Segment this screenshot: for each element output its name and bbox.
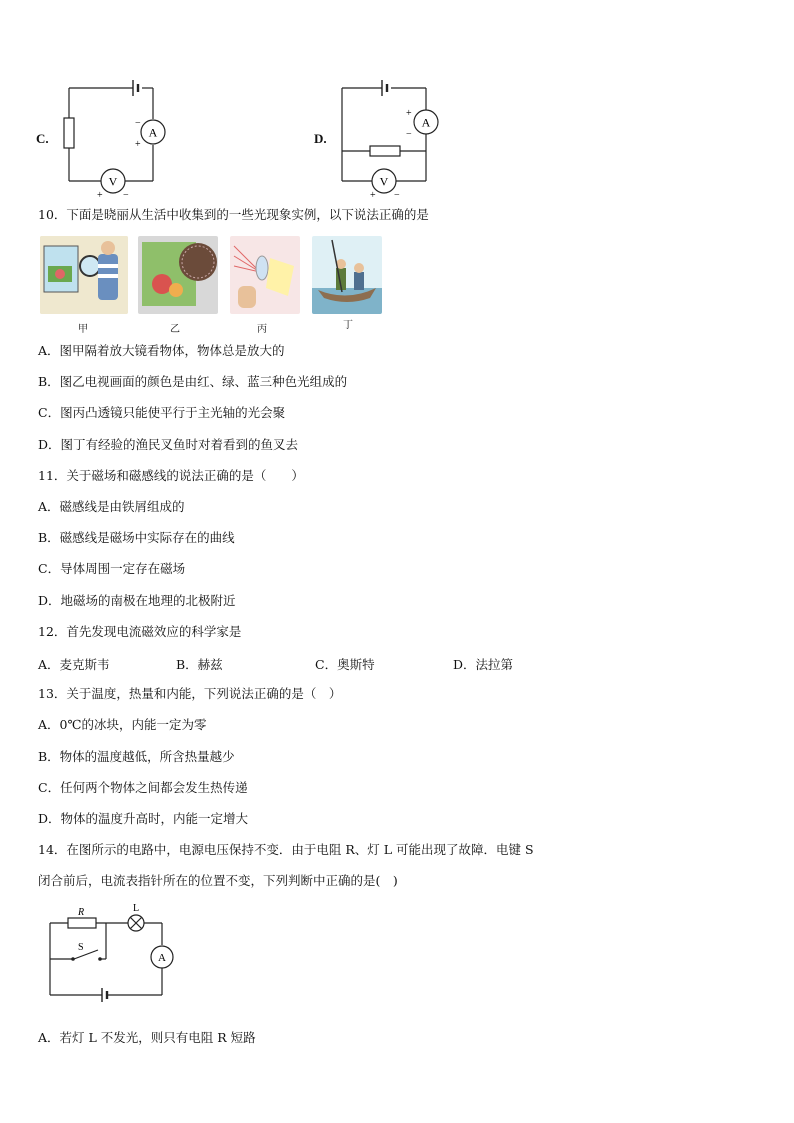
- tv-illustration: [138, 236, 218, 314]
- q11-option-b: B．磁感线是磁场中实际存在的曲线: [38, 530, 235, 545]
- fishing-illustration: [312, 236, 382, 314]
- voltmeter-label: V: [108, 174, 118, 189]
- voltmeter-minus: −: [394, 190, 400, 199]
- option-c-label: C.: [36, 131, 49, 146]
- lens-illustration: [230, 236, 300, 314]
- ammeter-label: A: [148, 125, 158, 140]
- voltmeter-plus: +: [370, 190, 376, 199]
- q10-option-a: A．图甲隔着放大镜看物体，物体总是放大的: [38, 343, 285, 358]
- q14-stem-line1: 14．在图所示的电路中，电源电压保持不变．由于电阻 R、灯 L 可能出现了故障．电键 S: [38, 842, 534, 857]
- caption-jia: 甲: [78, 324, 88, 335]
- caption-bing: 丙: [257, 324, 267, 335]
- switch-s-label: S: [78, 942, 84, 953]
- q10-option-c: C．图丙凸透镜只能使平行于主光轴的光会聚: [38, 405, 286, 420]
- q14-option-a: A．若灯 L 不发光，则只有电阻 R 短路: [38, 1030, 256, 1045]
- q13-option-d: D．物体的温度升高时，内能一定增大: [38, 811, 249, 826]
- q14-circuit: [44, 903, 184, 1007]
- caption-ding: 丁: [343, 320, 353, 331]
- q13-option-b: B．物体的温度越低，所含热量越少: [38, 749, 235, 764]
- voltmeter-minus: −: [123, 190, 129, 199]
- photo-bing: [230, 236, 300, 314]
- ammeter-label: A: [421, 115, 431, 130]
- ammeter-plus: +: [406, 108, 412, 119]
- lamp-l-label: L: [133, 903, 140, 914]
- caption-yi: 乙: [170, 324, 180, 335]
- ammeter-minus: −: [406, 129, 412, 140]
- circuit-d-diagram: [336, 74, 476, 199]
- ammeter-label: A: [158, 952, 166, 964]
- ammeter-minus: −: [135, 118, 141, 129]
- circuit-c-diagram: [61, 74, 201, 199]
- q12-stem: 12．首先发现电流磁效应的科学家是: [38, 624, 242, 639]
- q10-option-d: D．图丁有经验的渔民叉鱼时对着看到的鱼叉去: [38, 437, 299, 452]
- photo-jia: [40, 236, 128, 314]
- q12-option-b: B．赫兹: [176, 657, 223, 672]
- photo-yi: [138, 236, 218, 314]
- q11-option-c: C．导体周围一定存在磁场: [38, 561, 186, 576]
- q10-option-b: B．图乙电视画面的颜色是由红、绿、蓝三种色光组成的: [38, 374, 348, 389]
- resistor-r-label: R: [78, 907, 85, 918]
- resistor: [370, 146, 400, 156]
- q12-option-a: A．麦克斯韦: [38, 657, 110, 672]
- q11-stem: 11．关于磁场和磁感线的说法正确的是（ ）: [38, 468, 304, 483]
- q10-stem: 10．下面是晓丽从生活中收集到的一些光现象实例，以下说法正确的是: [38, 207, 429, 222]
- q11-option-d: D．地磁场的南极在地理的北极附近: [38, 593, 236, 608]
- q13-option-c: C．任何两个物体之间都会发生热传递: [38, 780, 248, 795]
- q14-circuit-diagram: [44, 903, 184, 1003]
- voltmeter-plus: +: [97, 190, 103, 199]
- ammeter-plus: +: [135, 139, 141, 150]
- resistor-r: [68, 918, 96, 928]
- option-d-label: D.: [314, 131, 327, 146]
- q13-option-a: A．0℃的冰块，内能一定为零: [38, 717, 207, 732]
- resistor: [64, 118, 74, 148]
- voltmeter-label: V: [379, 174, 389, 189]
- q13-stem: 13．关于温度，热量和内能，下列说法正确的是（ ）: [38, 686, 342, 701]
- q12-option-d: D．法拉第: [453, 657, 514, 672]
- q12-option-c: C．奥斯特: [315, 657, 375, 672]
- photo-ding: [312, 236, 382, 314]
- magnifier-illustration: [40, 236, 128, 314]
- q11-option-a: A．磁感线是由铁屑组成的: [38, 499, 185, 514]
- q14-stem-line2: 闭合前后，电流表指针所在的位置不变，下列判断中正确的是( ): [38, 873, 398, 888]
